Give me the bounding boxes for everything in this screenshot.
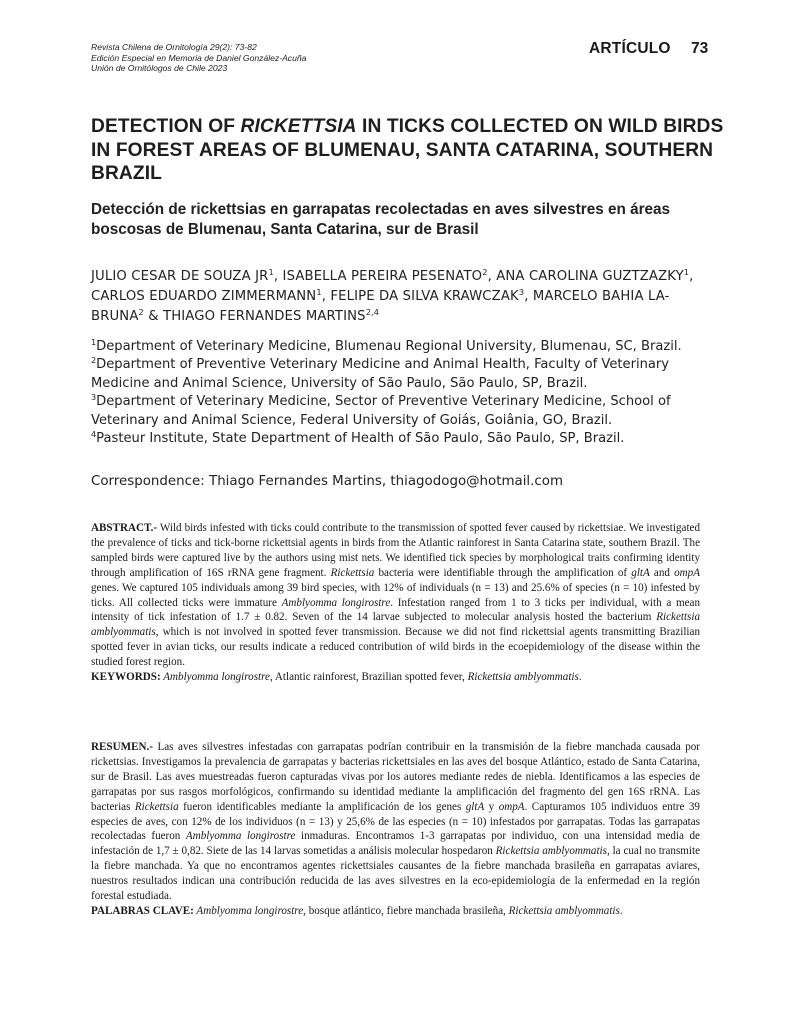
section-label: ARTÍCULO [589, 40, 671, 57]
author-separator: , [487, 269, 497, 284]
article-subtitle: Detección de rickettsias en garrapatas recolectadas en aves silvestres en áreas boscosas de Blumenau, Santa Catarina, sur de Brasil [91, 201, 671, 238]
resumen-italic: ompA [498, 800, 525, 813]
abstract-italic: ompA [674, 566, 701, 579]
affiliation [91, 356, 726, 393]
author-affiliation-mark: 2,4 [365, 307, 380, 318]
page-number: 73 [691, 40, 709, 57]
affiliation [91, 430, 726, 448]
affiliation-list [91, 338, 726, 448]
abstract-paragraph [91, 521, 700, 670]
author [91, 269, 283, 284]
author-separator: , [524, 289, 533, 304]
correspondence-line: Correspondence: Thiago Fernandes Martins, thiagodogo@hotmail.com [91, 474, 563, 489]
author-affiliation-mark: 2 [482, 267, 488, 278]
author [496, 269, 693, 284]
resumen-italic: gltA [465, 800, 485, 813]
abstract-italic: Amblyomma longirostre [281, 596, 391, 609]
palabras-clave-text: . [619, 904, 623, 917]
keywords-italic: Amblyomma longirostre [160, 671, 270, 684]
affiliation [91, 338, 726, 356]
palabras-clave-line [91, 904, 700, 919]
affiliation-mark: 2 [91, 355, 97, 366]
abstract-text: genes. We captured 105 individuals among 39 bird species, with 12% of individuals (n = 13) and 25.6% of species (n = 10) infested by ticks. All collected ticks were immature [91, 581, 700, 609]
palabras-clave-text: , bosque atlántico, fiebre manchada brasileña, [303, 904, 509, 917]
title-italic-genus: RICKETTSIA [240, 116, 357, 137]
resumen-text: . Capturamos 105 individuos entre 39 especies de aves, con 12% de los individuos (n = 13) y 25,6% de las especies (n = 10) infestados por garrapatas. Todas las garrapatas recolectadas fueron [91, 800, 700, 843]
author [91, 289, 330, 304]
affiliation-mark: 1 [91, 337, 97, 348]
author-separator: , [689, 269, 694, 284]
author-name: THIAGO FERNANDES MARTINS [162, 309, 366, 324]
author-affiliation-mark: 1 [316, 287, 322, 298]
abstract-italic: Rickettsia [330, 566, 375, 579]
affiliation-text: Department of Preventive Veterinary Medicine and Animal Health, Faculty of Veterinary Medicine and Animal Science, University of São Paulo, São Paulo, SP, Brazil. [91, 357, 670, 391]
author-name: ANA CAROLINA GUZTZAZKY [496, 269, 684, 284]
keywords-text: . [578, 671, 582, 684]
resumen-text: fueron identificables mediante la amplificación de los genes [178, 800, 466, 813]
author-affiliation-mark: 1 [268, 267, 274, 278]
journal-line: Unión de Ornitólogos de Chile 2023 [91, 63, 228, 74]
title-text: IN TICKS COLLECTED ON WILD BIRDS IN FOREST AREAS OF BLUMENAU, SANTA CATARINA, SOUTHERN BRAZIL [91, 116, 724, 184]
palabras-clave-italic: Amblyomma longirostre [193, 904, 304, 917]
article-title [91, 115, 731, 186]
abstract-italic: Rickettsia amblyommatis [91, 611, 700, 639]
keywords-line [91, 670, 700, 685]
author-separator: & [143, 309, 163, 324]
resumen-section [91, 740, 700, 919]
resumen-paragraph [91, 740, 700, 904]
keywords-label: KEYWORDS: [91, 671, 161, 684]
resumen-label: RESUMEN.- [91, 741, 153, 753]
affiliation-mark: 3 [91, 392, 97, 403]
author-name: ISABELLA PEREIRA PESENATO [282, 269, 483, 284]
affiliation-text: Department of Veterinary Medicine, Blumenau Regional University, Blumenau, SC, Brazil. [96, 339, 682, 354]
author-separator: , [273, 269, 283, 284]
author-name: FELIPE DA SILVA KRAWCZAK [330, 289, 519, 304]
abstract-text: Wild birds infested with ticks could contribute to the transmission of spotted fever caused by rickettsiae. We investigated the prevalence of ticks and tick-borne rickettsial agents in birds from the Atlantic rainforest in Santa Catarina state, southern Brazil. The sampled birds were captured live by the authors using mist nets. We identified tick species by morphological traits confirming identity through amplification of 16S rRNA gene fragment. [91, 522, 700, 579]
journal-line: Edición Especial en Memoria de Daniel González-Acuña [91, 52, 307, 63]
resumen-text: , la cual no transmite la fiebre manchada. Ya que no encontramos agentes rickettsiales causantes de la fiebre manchada brasileña en garrapatas aviares, nuestros resultados indican una contribución reducida de las aves silvestres en la eco-epidemiología de la enfermedad en la región forestal estudiada. [91, 845, 700, 903]
author-list [91, 267, 713, 327]
keywords-italic: Rickettsia amblyommatis [467, 671, 579, 684]
author-name: JULIO CESAR DE SOUZA JR [91, 269, 269, 284]
title-text: DETECTION OF [91, 116, 241, 137]
author [330, 289, 533, 304]
abstract-text: bacteria were identifiable through the amplification of [374, 566, 632, 579]
keywords-text: , Atlantic rainforest, Brazilian spotted fever, [269, 671, 468, 684]
author-affiliation-mark: 3 [518, 287, 525, 298]
resumen-italic: Rickettsia amblyommatis [495, 845, 607, 858]
resumen-text: inmaduras. Encontramos 1-3 garrapatas por individuo, con una intensidad media de infestación de 1,7 ± 0,82. Siete de las 14 larvas sometidas a análisis molecular hospedaron [91, 830, 700, 858]
abstract-section [91, 521, 700, 685]
journal-line: Revista Chilena de Ornitología 29(2): 73-82 [91, 42, 257, 52]
palabras-clave-italic: Rickettsia amblyommatis [508, 904, 620, 917]
abstract-italic: gltA [631, 566, 650, 579]
abstract-label: ABSTRACT.- [91, 522, 158, 534]
resumen-italic: Amblyomma longirostre [185, 830, 296, 843]
affiliation-mark: 4 [91, 429, 97, 440]
author [283, 269, 497, 284]
resumen-italic: Rickettsia [134, 800, 179, 813]
author-name: CARLOS EDUARDO ZIMMERMANN [91, 289, 317, 304]
author [163, 309, 379, 324]
affiliation-text: Pasteur Institute, State Department of Health of São Paulo, São Paulo, SP, Brazil. [96, 431, 625, 447]
affiliation-text: Department of Veterinary Medicine, Sector of Preventive Veterinary Medicine, School of Veterinary and Animal Science, Federal University of Goiás, Goiânia, GO, Brazil. [91, 394, 671, 428]
abstract-text: , which is not involved in spotted fever transmission. Because we did not find rickettsial agents transmitting Brazilian spotted fever in avian ticks, our results indicate a reduced contribution of wild birds in the ecoepidemiology of the disease within the studied forest region. [91, 626, 700, 669]
author-affiliation-mark: 2 [138, 307, 144, 318]
resumen-text: Las aves silvestres infestadas con garrapatas podrían contribuir en la transmisión de la fiebre manchada causada por rickettsias. Investigamos la prevalencia de garrapatas y bacterias rickettsiales en las aves del bosque Atlántico, estado de Santa Catarina, sur de Brasil. Las aves muestreadas fueron capturadas vivas por los autores mediante redes de niebla. Identificamos a las especies de garrapatas por sus rasgos morfológicos, confirmando su identidad mediante la amplificación del fragmento del gen 16S rRNA. Las bacterias [91, 741, 700, 813]
journal-citation [91, 42, 306, 74]
abstract-text: and [649, 566, 675, 579]
author-affiliation-mark: 1 [683, 267, 690, 278]
author-name: MARCELO BAHIA LA-BRUNA [91, 289, 670, 324]
abstract-text: . Infestation ranged from 1 to 3 ticks per individual, with a mean intensity of tick infestation of 1.7 ± 0.82. Seven of the 14 larvae subjected to molecular analysis hosted the bacterium [91, 596, 701, 624]
author-separator: , [321, 289, 331, 304]
palabras-clave-label: PALABRAS CLAVE: [91, 904, 194, 917]
affiliation [91, 393, 726, 430]
resumen-text: y [484, 800, 499, 813]
